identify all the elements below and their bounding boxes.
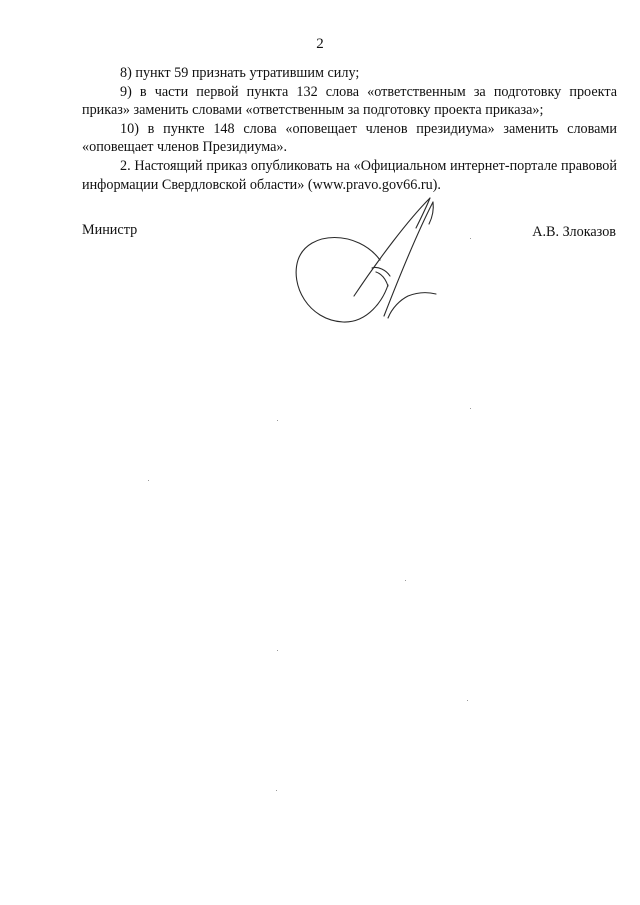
page-number: 2 xyxy=(316,36,324,52)
paragraph-item-9: 9) в части первой пункта 132 слова «ответственным за подготовку проекта приказ» заменить словами «ответственным за подготовку проекта приказа»; xyxy=(82,83,617,119)
document-body xyxy=(82,64,617,194)
signatory-title: Министр xyxy=(82,222,138,238)
paragraph-publication: 2. Настоящий приказ опубликовать на «Официальном интернет-портале правовой информации Свердловской области» (www.pravo.gov66.ru). xyxy=(82,157,617,193)
handwritten-signature xyxy=(288,190,448,330)
paragraph-item-8: 8) пункт 59 признать утратившим силу; xyxy=(120,65,360,81)
paragraph-item-10: 10) в пункте 148 слова «оповещает членов президиума» заменить словами «оповещает членов Президиума». xyxy=(82,120,617,156)
signatory-name: А.В. Злоказов xyxy=(532,224,616,240)
